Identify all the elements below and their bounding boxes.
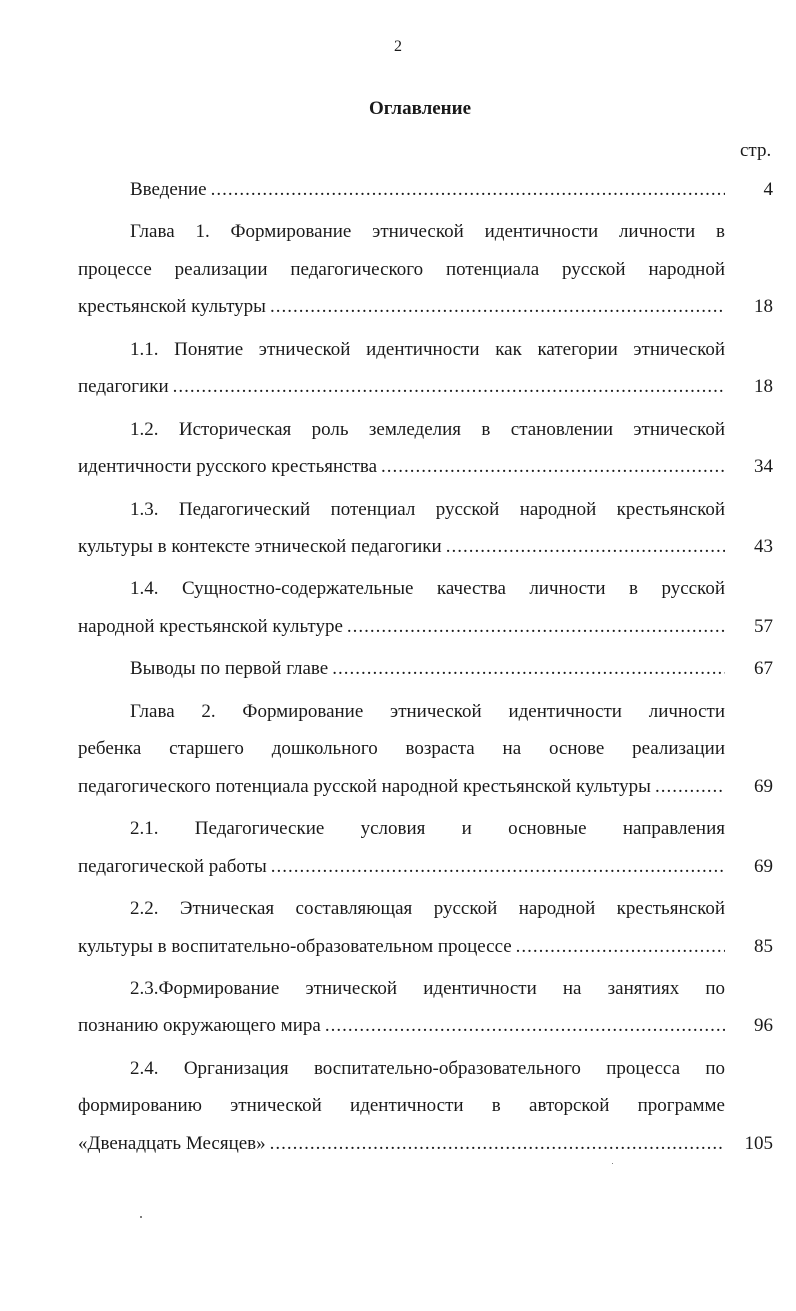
dot-leader	[651, 768, 725, 806]
toc-entry-line: процессе реализации педагогического потенциала русской народной	[78, 258, 725, 280]
dot-leader	[328, 650, 725, 688]
toc-entry-text: народной крестьянской культуре	[78, 615, 343, 637]
dot-leader	[207, 171, 725, 209]
toc-entry-text: педагогического потенциала русской народной крестьянской культуры	[78, 775, 651, 797]
toc-entry	[78, 693, 773, 806]
dot-leader	[321, 1007, 725, 1045]
dot-leader	[442, 528, 725, 566]
toc-entry-line	[78, 528, 725, 566]
page-title: Оглавление	[368, 98, 472, 119]
toc-entry	[78, 650, 773, 688]
toc-entry-line: 2.1. Педагогические условия и основные направления	[130, 818, 725, 840]
toc-entry	[78, 570, 773, 645]
toc-entry-line	[78, 1125, 725, 1163]
toc-entry-line	[78, 448, 725, 486]
toc-page-number: 43	[754, 536, 773, 558]
toc-entry-line	[78, 171, 725, 209]
toc-page-number: 85	[754, 935, 773, 957]
toc-entry-text: педагогики	[78, 376, 169, 398]
toc-entry-text: Введение	[130, 179, 207, 200]
toc-page-number: 105	[744, 1132, 773, 1154]
dot-leader	[266, 288, 725, 326]
page-number: 2	[394, 38, 402, 55]
toc-entry-line: 1.4. Сущностно-содержательные качества личности в русской	[130, 578, 725, 600]
toc-entry-text: «Двенадцать Месяцев»	[78, 1132, 266, 1154]
toc-page-number: 96	[754, 1015, 773, 1037]
toc-entry-line	[78, 928, 725, 966]
toc-entry-text: крестьянской культуры	[78, 296, 266, 318]
toc-entry	[78, 171, 773, 209]
toc-page-number: 69	[754, 855, 773, 877]
toc-entry-line	[78, 288, 725, 326]
toc-entry-line	[78, 768, 725, 806]
scan-speck	[612, 1163, 613, 1164]
dot-leader	[377, 448, 725, 486]
toc-entry	[78, 213, 773, 326]
toc-page-number: 4	[763, 179, 773, 200]
scan-speck	[140, 1216, 142, 1218]
toc-entry	[78, 970, 773, 1045]
toc-entry-line	[78, 650, 725, 688]
dot-leader	[169, 368, 725, 406]
toc-page-number: 67	[754, 658, 773, 680]
table-of-contents	[78, 171, 773, 1167]
toc-entry-text: педагогической работы	[78, 855, 267, 877]
toc-entry-line: 2.4. Организация воспитательно-образовательного процесса по	[130, 1057, 725, 1079]
toc-entry-text: познанию окружающего мира	[78, 1015, 321, 1037]
toc-entry-line	[78, 1007, 725, 1045]
toc-entry-line: Глава 1. Формирование этнической идентичности личности в	[130, 221, 725, 243]
page-column-label: стр.	[740, 140, 772, 161]
toc-entry	[78, 810, 773, 885]
toc-entry-line	[78, 608, 725, 646]
toc-entry-line: 2.3.Формирование этнической идентичности на занятиях по	[130, 977, 725, 999]
dot-leader	[266, 1125, 725, 1163]
toc-entry-text: идентичности русского крестьянства	[78, 456, 378, 478]
toc-entry	[78, 1050, 773, 1163]
toc-entry-line: 1.1. Понятие этнической идентичности как категории этнической	[130, 338, 725, 360]
toc-entry-line: ребенка старшего дошкольного возраста на основе реализации	[78, 738, 725, 760]
toc-entry-line: Глава 2. Формирование этнической идентичности личности	[130, 700, 725, 722]
toc-entry-line	[78, 368, 725, 406]
toc-entry-text: культуры в контексте этнической педагогики	[78, 536, 442, 558]
toc-entry	[78, 890, 773, 965]
dot-leader	[267, 848, 725, 886]
toc-page-number: 18	[754, 296, 773, 318]
toc-entry-line: 1.2. Историческая роль земледелия в становлении этнической	[130, 418, 725, 440]
dot-leader	[512, 928, 725, 966]
toc-entry-line	[78, 848, 725, 886]
toc-entry-text: Выводы по первой главе	[130, 658, 329, 680]
toc-page-number: 57	[754, 615, 773, 637]
toc-entry	[78, 331, 773, 406]
toc-page-number: 34	[754, 456, 773, 478]
toc-page-number: 69	[754, 775, 773, 797]
dot-leader	[343, 608, 725, 646]
toc-entry	[78, 491, 773, 566]
toc-entry	[78, 411, 773, 486]
toc-page-number: 18	[754, 376, 773, 398]
toc-entry-line: 2.2. Этническая составляющая русской народной крестьянской	[130, 898, 725, 920]
toc-entry-text: культуры в воспитательно-образовательном процессе	[78, 935, 512, 957]
toc-entry-line: 1.3. Педагогический потенциал русской народной крестьянской	[130, 498, 725, 520]
toc-entry-line: формированию этнической идентичности в авторской программе	[78, 1095, 725, 1117]
